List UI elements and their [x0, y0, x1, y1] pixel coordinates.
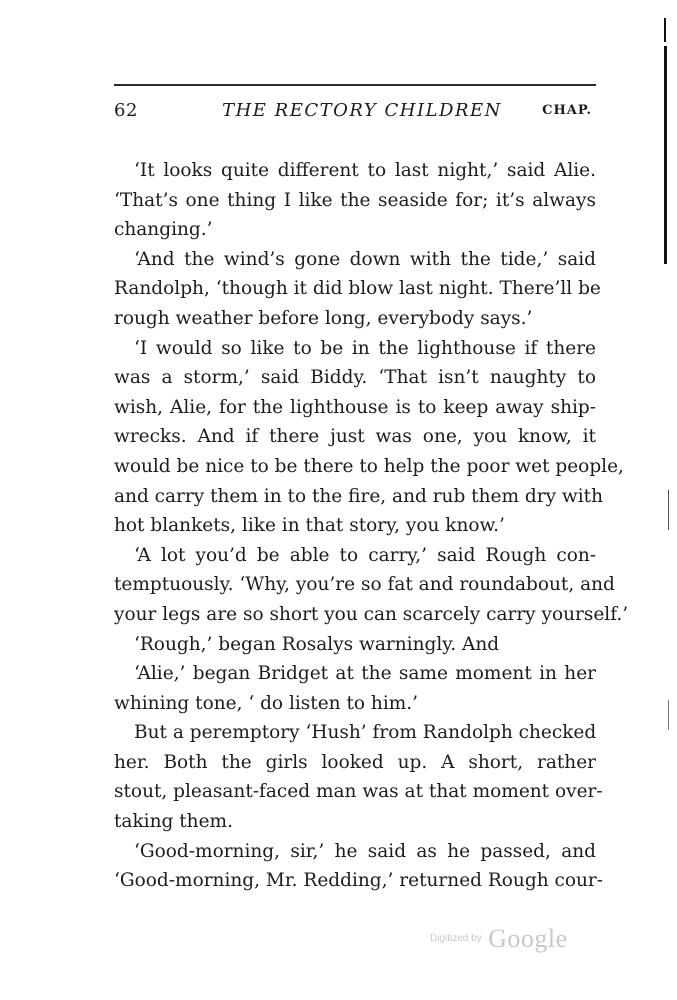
header-rule: [114, 84, 596, 86]
scan-edge-mark: [668, 490, 669, 530]
text-line: would be nice to be there to help the poor wet people,: [114, 455, 624, 477]
text-line: ‘That’s one thing I like the seaside for; it’s always: [114, 189, 596, 211]
text-line: her. Both the girls looked up. A short, rather: [114, 751, 596, 773]
text-line: wrecks. And if there just was one, you know, it: [114, 426, 596, 448]
text-line: ‘I would so like to be in the lighthouse if there: [134, 337, 596, 359]
running-head: [114, 100, 596, 128]
body-text: [114, 156, 629, 896]
text-line: ‘And the wind’s gone down with the tide,’ said: [134, 248, 596, 270]
text-line: your legs are so short you can scarcely carry yourself.’: [114, 603, 629, 625]
text-line: stout, pleasant-faced man was at that moment over-: [114, 781, 603, 803]
scan-edge-mark: [668, 700, 669, 730]
text-line: was a storm,’ said Biddy. ‘That isn’t naughty to: [114, 367, 596, 389]
scan-edge-mark: [664, 46, 667, 264]
text-line: ‘Rough,’ began Rosalys warningly. And: [134, 633, 500, 655]
text-line: taking them.: [114, 811, 233, 833]
text-line: Randolph, ‘though it did blow last night. There’ll be: [114, 278, 601, 300]
scan-edge-mark: [664, 18, 666, 42]
text-line: ‘It looks quite different to last night,’ said Alie.: [134, 160, 596, 181]
text-line: But a peremptory ‘Hush’ from Randolph checked: [134, 722, 597, 744]
text-line: wish, Alie, for the lighthouse is to keep away ship-: [114, 396, 596, 418]
text-line: changing.’: [114, 219, 213, 241]
text-line: whining tone, ‘ do listen to him.’: [114, 692, 419, 714]
watermark-prefix: Digitized by: [430, 933, 482, 944]
text-line: rough weather before long, everybody says.’: [114, 307, 533, 329]
text-line: hot blankets, like in that story, you know.’: [114, 515, 505, 537]
chapter-label: CHAP.: [542, 103, 592, 118]
text-line: ‘Good-morning, Mr. Redding,’ returned Rough cour-: [114, 870, 603, 892]
book-title: THE RECTORY CHILDREN: [222, 100, 502, 121]
google-logo: Google: [488, 924, 568, 953]
text-line: temptuously. ‘Why, you’re so fat and roundabout, and: [114, 574, 615, 596]
page-number: 62: [114, 100, 138, 121]
text-line: and carry them in to the fire, and rub them dry with: [114, 485, 604, 507]
digitized-by-google-watermark: [430, 924, 568, 954]
text-line: ‘Good-morning, sir,’ he said as he passed, and: [134, 840, 596, 862]
text-line: ‘A lot you’d be able to carry,’ said Rough con-: [134, 544, 596, 566]
text-line: ‘Alie,’ began Bridget at the same moment in her: [134, 663, 596, 685]
